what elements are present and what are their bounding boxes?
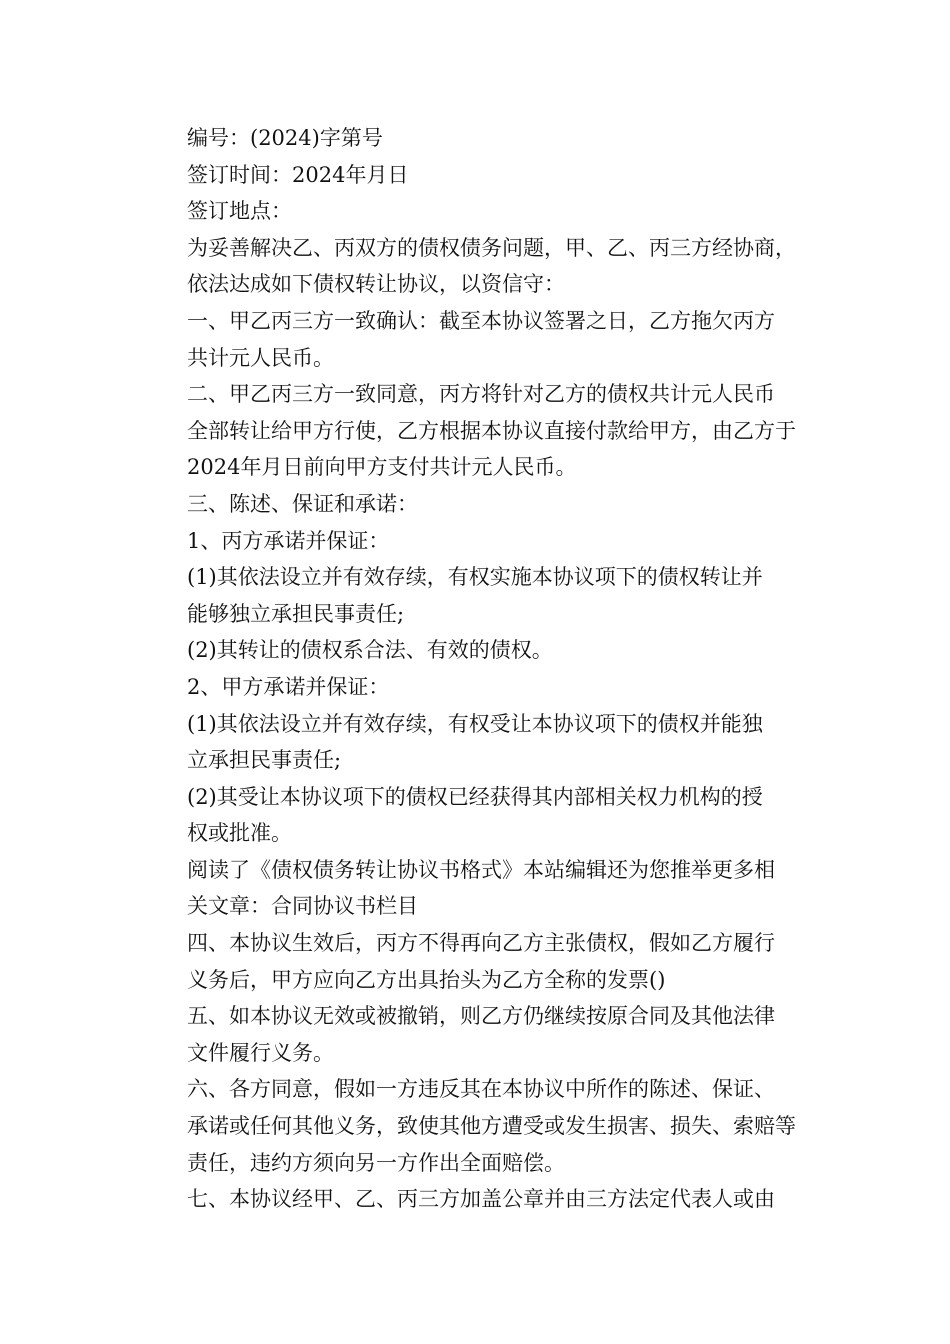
paragraph [145,157,815,194]
paragraph [145,998,815,1071]
text-line: 1、丙方承诺并保证： [187,528,390,553]
text-line: 为妥善解决乙、丙双方的债权债务问题，甲、乙、丙三方经协商， [187,235,796,260]
text-line: 能够独立承担民事责任; [187,601,405,626]
text-line: (1)其依法设立并有效存续，有权实施本协议项下的债权转让并 [187,565,763,590]
paragraph [145,559,815,632]
text-line: 二、甲乙丙三方一致同意，丙方将针对乙方的债权共计元人民币 [187,382,775,407]
text-line: 六、各方同意，假如一方违反其在本协议中所作的陈述、保证、 [187,1077,775,1102]
text-line: 立承担民事责任; [187,748,342,773]
text-line: 编号：(2024)字第号 [187,126,383,150]
text-line: 签订地点： [187,199,292,224]
text-line: 关文章：合同协议书栏目 [187,894,418,919]
text-line: 共计元人民币。 [187,345,334,370]
text-line: 五、如本协议无效或被撤销，则乙方仍继续按原合同及其他法律 [187,1004,775,1029]
paragraph [145,303,815,376]
text-line: (2)其转让的债权系合法、有效的债权。 [187,638,553,663]
paragraph [145,230,815,303]
text-line: 全部转让给甲方行使，乙方根据本协议直接付款给甲方，由乙方于 [187,418,796,443]
text-line: (1)其依法设立并有效存续，有权受让本协议项下的债权并能独 [187,711,763,736]
paragraph [145,193,815,230]
text-line: 责任，违约方须向另一方作出全面赔偿。 [187,1150,565,1175]
paragraph [145,852,815,925]
text-line: 2024年月日前向甲方支付共计元人民币。 [187,455,577,480]
text-line: 三、陈述、保证和承诺： [187,491,418,516]
text-line: 文件履行义务。 [187,1040,334,1065]
text-line: 权或批准。 [187,821,292,846]
paragraph [145,632,815,669]
paragraph [145,925,815,998]
text-line: 阅读了《债权债务转让协议书格式》本站编辑还为您推举更多相 [187,857,775,882]
text-line: 承诺或任何其他义务，致使其他方遭受或发生损害、损失、索赔等 [187,1114,796,1139]
paragraph [145,523,815,560]
text-line: 依法达成如下债权转让协议，以资信守： [187,272,565,297]
paragraph [145,376,815,486]
document-body [145,120,815,1218]
paragraph [145,779,815,852]
text-line: 义务后，甲方应向乙方出具抬头为乙方全称的发票() [187,967,666,992]
text-line: 七、本协议经甲、乙、丙三方加盖公章并由三方法定代表人或由 [187,1187,775,1212]
text-line: 签订时间：2024年月日 [187,162,409,187]
paragraph [145,1181,815,1218]
text-line: 一、甲乙丙三方一致确认：截至本协议签署之日，乙方拖欠丙方 [187,308,775,333]
text-line: 四、本协议生效后，丙方不得再向乙方主张债权，假如乙方履行 [187,931,775,956]
paragraph [145,669,815,706]
paragraph [145,1071,815,1181]
text-line: 2、甲方承诺并保证： [187,674,390,699]
paragraph [145,486,815,523]
paragraph [145,706,815,779]
text-line: (2)其受让本协议项下的债权已经获得其内部相关权力机构的授 [187,784,763,809]
paragraph [145,120,815,157]
